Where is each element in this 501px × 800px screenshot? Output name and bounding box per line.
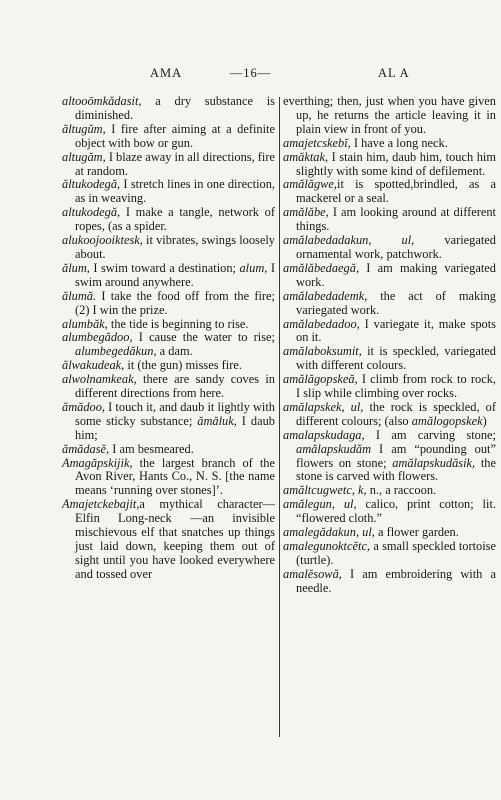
entry-definition: the stone is carved with flowers.: [296, 455, 496, 484]
entry-definition: the largest branch of the Avon River, Hants Co., N. S. [the name means ‘running over stones]’.: [75, 455, 275, 498]
entry-headword: ălwakudeak,: [62, 358, 125, 373]
entry-definition: I take the food off from the fire; (2) I win the prize.: [75, 288, 275, 317]
dictionary-entry: [62, 359, 275, 373]
right-column: [283, 95, 496, 596]
entry-headword: ăltukodegă,: [62, 177, 121, 192]
entry-headword: ămădoo,: [62, 399, 106, 414]
dictionary-entry: [62, 95, 275, 123]
entry-headword: amălegun, ul,: [283, 497, 357, 512]
entry-definition: I stain him, daub him, touch him slightly with some kind of defilement.: [296, 149, 496, 178]
dictionary-entry: [62, 206, 275, 234]
entry-headword: ămădasĕ,: [62, 441, 110, 456]
dictionary-entry: [62, 457, 275, 499]
entry-definition: there are sandy coves in different directions from here.: [75, 372, 275, 401]
entry-definition: I fire after aiming at a definite object with bow or gun.: [75, 121, 275, 150]
entry-definition: I am carving stone;: [364, 427, 496, 442]
entry-headword: amajetcskebĭ,: [283, 135, 351, 150]
entry-headword: altukodegă,: [62, 205, 121, 220]
entry-headword: amăktak,: [283, 149, 329, 164]
column-divider: [279, 97, 280, 737]
entry-definition: I have a long neck.: [350, 135, 448, 150]
entry-headword: Amagăpskijik,: [62, 455, 133, 470]
entry-definition: I swim toward a destination;: [89, 260, 240, 275]
dictionary-entry: [62, 178, 275, 206]
dictionary-entry: [283, 345, 496, 373]
dictionary-entry: [283, 526, 496, 540]
dictionary-entry: [283, 429, 496, 485]
dictionary-entry: [283, 262, 496, 290]
entry-definition: a mythical character—Elfin Long-neck —an invisible mischievous elf that snatches up things just laid down, keeping them out of sight until you have looked everywhere and tossed over: [75, 497, 275, 581]
entry-definition: a flower garden.: [374, 525, 459, 540]
entry-definition: calico, print cotton; lit. “flowered cloth.”: [296, 497, 496, 526]
entry-definition: I daub him;: [75, 413, 275, 442]
dictionary-entry: [62, 443, 275, 457]
entry-definition: the act of making variegated work.: [296, 288, 496, 317]
entry-definition: I stretch lines in one direction, as in weaving.: [75, 177, 275, 206]
entry-variant-form: alum,: [239, 260, 268, 275]
entry-definition: variegated ornamental work, patchwork.: [296, 233, 496, 261]
entry-definition: I make a tangle, network of ropes, (as a spider.: [75, 205, 275, 234]
dictionary-entry: [62, 262, 275, 290]
dictionary-entry: [62, 331, 275, 359]
dictionary-entry: [62, 373, 275, 401]
entry-headword: ălumă.: [62, 288, 97, 303]
entry-definition: I am embroidering with a needle.: [296, 566, 496, 595]
header-right-guide-word: AL A: [378, 66, 410, 80]
dictionary-entry: [283, 206, 496, 234]
entry-definition: the tide is beginning to rise.: [107, 316, 249, 331]
entry-definition: it (the gun) misses fire.: [124, 358, 242, 373]
entry-headword: alwolnamkeak,: [62, 372, 137, 387]
entry-variant-form: amălogopskek: [411, 413, 483, 428]
entry-headword: amălăgopskeă,: [283, 372, 358, 387]
entry-definition: I climb from rock to rock, I slip while climbing over rocks.: [296, 372, 496, 401]
entry-headword: amălăbe,: [283, 205, 329, 220]
dictionary-entry: [62, 290, 275, 318]
entry-definition: ): [482, 413, 487, 428]
dictionary-entry: [283, 498, 496, 526]
entry-headword: amalapskudaga,: [283, 427, 365, 442]
dictionary-entry: [283, 137, 496, 151]
entry-definition: I swim around anywhere.: [75, 260, 275, 289]
entry-headword: amalĕsowă,: [283, 566, 342, 581]
dictionary-entry: [283, 373, 496, 401]
header-left-guide-word: AMA: [150, 66, 183, 80]
entry-definition: I am making variegated work.: [296, 260, 496, 289]
entry-definition: I cause the water to rise;: [132, 330, 275, 345]
entry-headword: amălăbedaegă,: [283, 260, 360, 275]
dictionary-entry: [283, 401, 496, 429]
entry-headword: amălapskek, ul,: [283, 399, 364, 414]
entry-headword: amălabedadoo,: [283, 316, 360, 331]
dictionary-entry: [283, 178, 496, 206]
dictionary-entry: [62, 234, 275, 262]
entry-definition: a dam.: [156, 344, 193, 359]
entry-definition: I blaze away in all directions, fire at random.: [75, 149, 275, 178]
entry-definition: I variegate it, make spots on it.: [296, 316, 496, 345]
dictionary-entry: [62, 123, 275, 151]
entry-headword: amalegunoktcĕtc,: [283, 539, 371, 553]
entry-headword: amalegădakun, ul,: [283, 525, 375, 540]
entry-definition: it is speckled, variegated with different colours.: [296, 344, 496, 373]
dictionary-entry: [283, 151, 496, 179]
entry-variant-form: alumbegedăkun,: [75, 344, 157, 359]
entry-headword: amăltcugwetc, k,: [283, 483, 367, 498]
entry-definition: a small speckled tortoise (turtle).: [296, 539, 496, 567]
dictionary-entry: [62, 151, 275, 179]
entry-headword: alumbegădoo,: [62, 330, 133, 345]
entry-variant-form: ămăluk,: [197, 413, 237, 428]
dictionary-entry: [283, 234, 496, 262]
entry-headword: altugăm,: [62, 149, 106, 164]
entry-definition: I touch it, and daub it lightly with some sticky substance;: [75, 399, 275, 428]
page-number: —16—: [229, 66, 272, 80]
entry-variant-form: amălapskudăsik,: [392, 455, 476, 470]
dictionary-entry: [283, 484, 496, 498]
entry-headword: alumbăk,: [62, 316, 108, 331]
entry-headword: ălum,: [62, 260, 90, 275]
entry-definition: I am besmeared.: [109, 441, 194, 456]
dictionary-entry: [283, 568, 496, 596]
entry-variant-form: amălapskudăm: [296, 441, 372, 456]
entry-headword: altooōmkădasit,: [62, 94, 142, 108]
entry-headword: ăltugŭm,: [62, 121, 106, 136]
entry-definition: n., a raccoon.: [366, 483, 437, 498]
running-header: [0, 66, 501, 82]
dictionary-entry: [62, 318, 275, 332]
entry-definition: a dry substance is diminished.: [75, 94, 275, 122]
dictionary-entry: [283, 95, 496, 137]
entry-headword: alukoojooiktesk,: [62, 233, 143, 248]
entry-headword: amălaboksumit,: [283, 344, 362, 359]
entry-definition: it is spotted,brindled, as a mackerel or a seal.: [296, 177, 496, 206]
entry-definition: the rock is speckled, of different colours; (also: [296, 399, 496, 428]
left-column: [62, 95, 275, 582]
entry-headword: Amajetckebajit,: [62, 497, 140, 512]
dictionary-entry: [62, 498, 275, 581]
dictionary-entry: [283, 540, 496, 568]
entry-headword: amălabedademk,: [283, 288, 368, 303]
entry-headword: amălabedadakun, ul,: [283, 233, 415, 248]
entry-definition: I am “pounding out” flowers on stone;: [296, 441, 496, 470]
dictionary-entry: [62, 401, 275, 443]
entry-headword: amălăgwe,: [283, 177, 338, 192]
dictionary-entry: [283, 318, 496, 346]
entry-definition: everthing; then, just when you have given up, he returns the article leaving it in plain view in front of you.: [283, 94, 496, 136]
dictionary-entry: [283, 290, 496, 318]
entry-definition: I am looking around at different things.: [296, 205, 496, 234]
entry-definition: it vibrates, swings loosely about.: [75, 233, 275, 261]
